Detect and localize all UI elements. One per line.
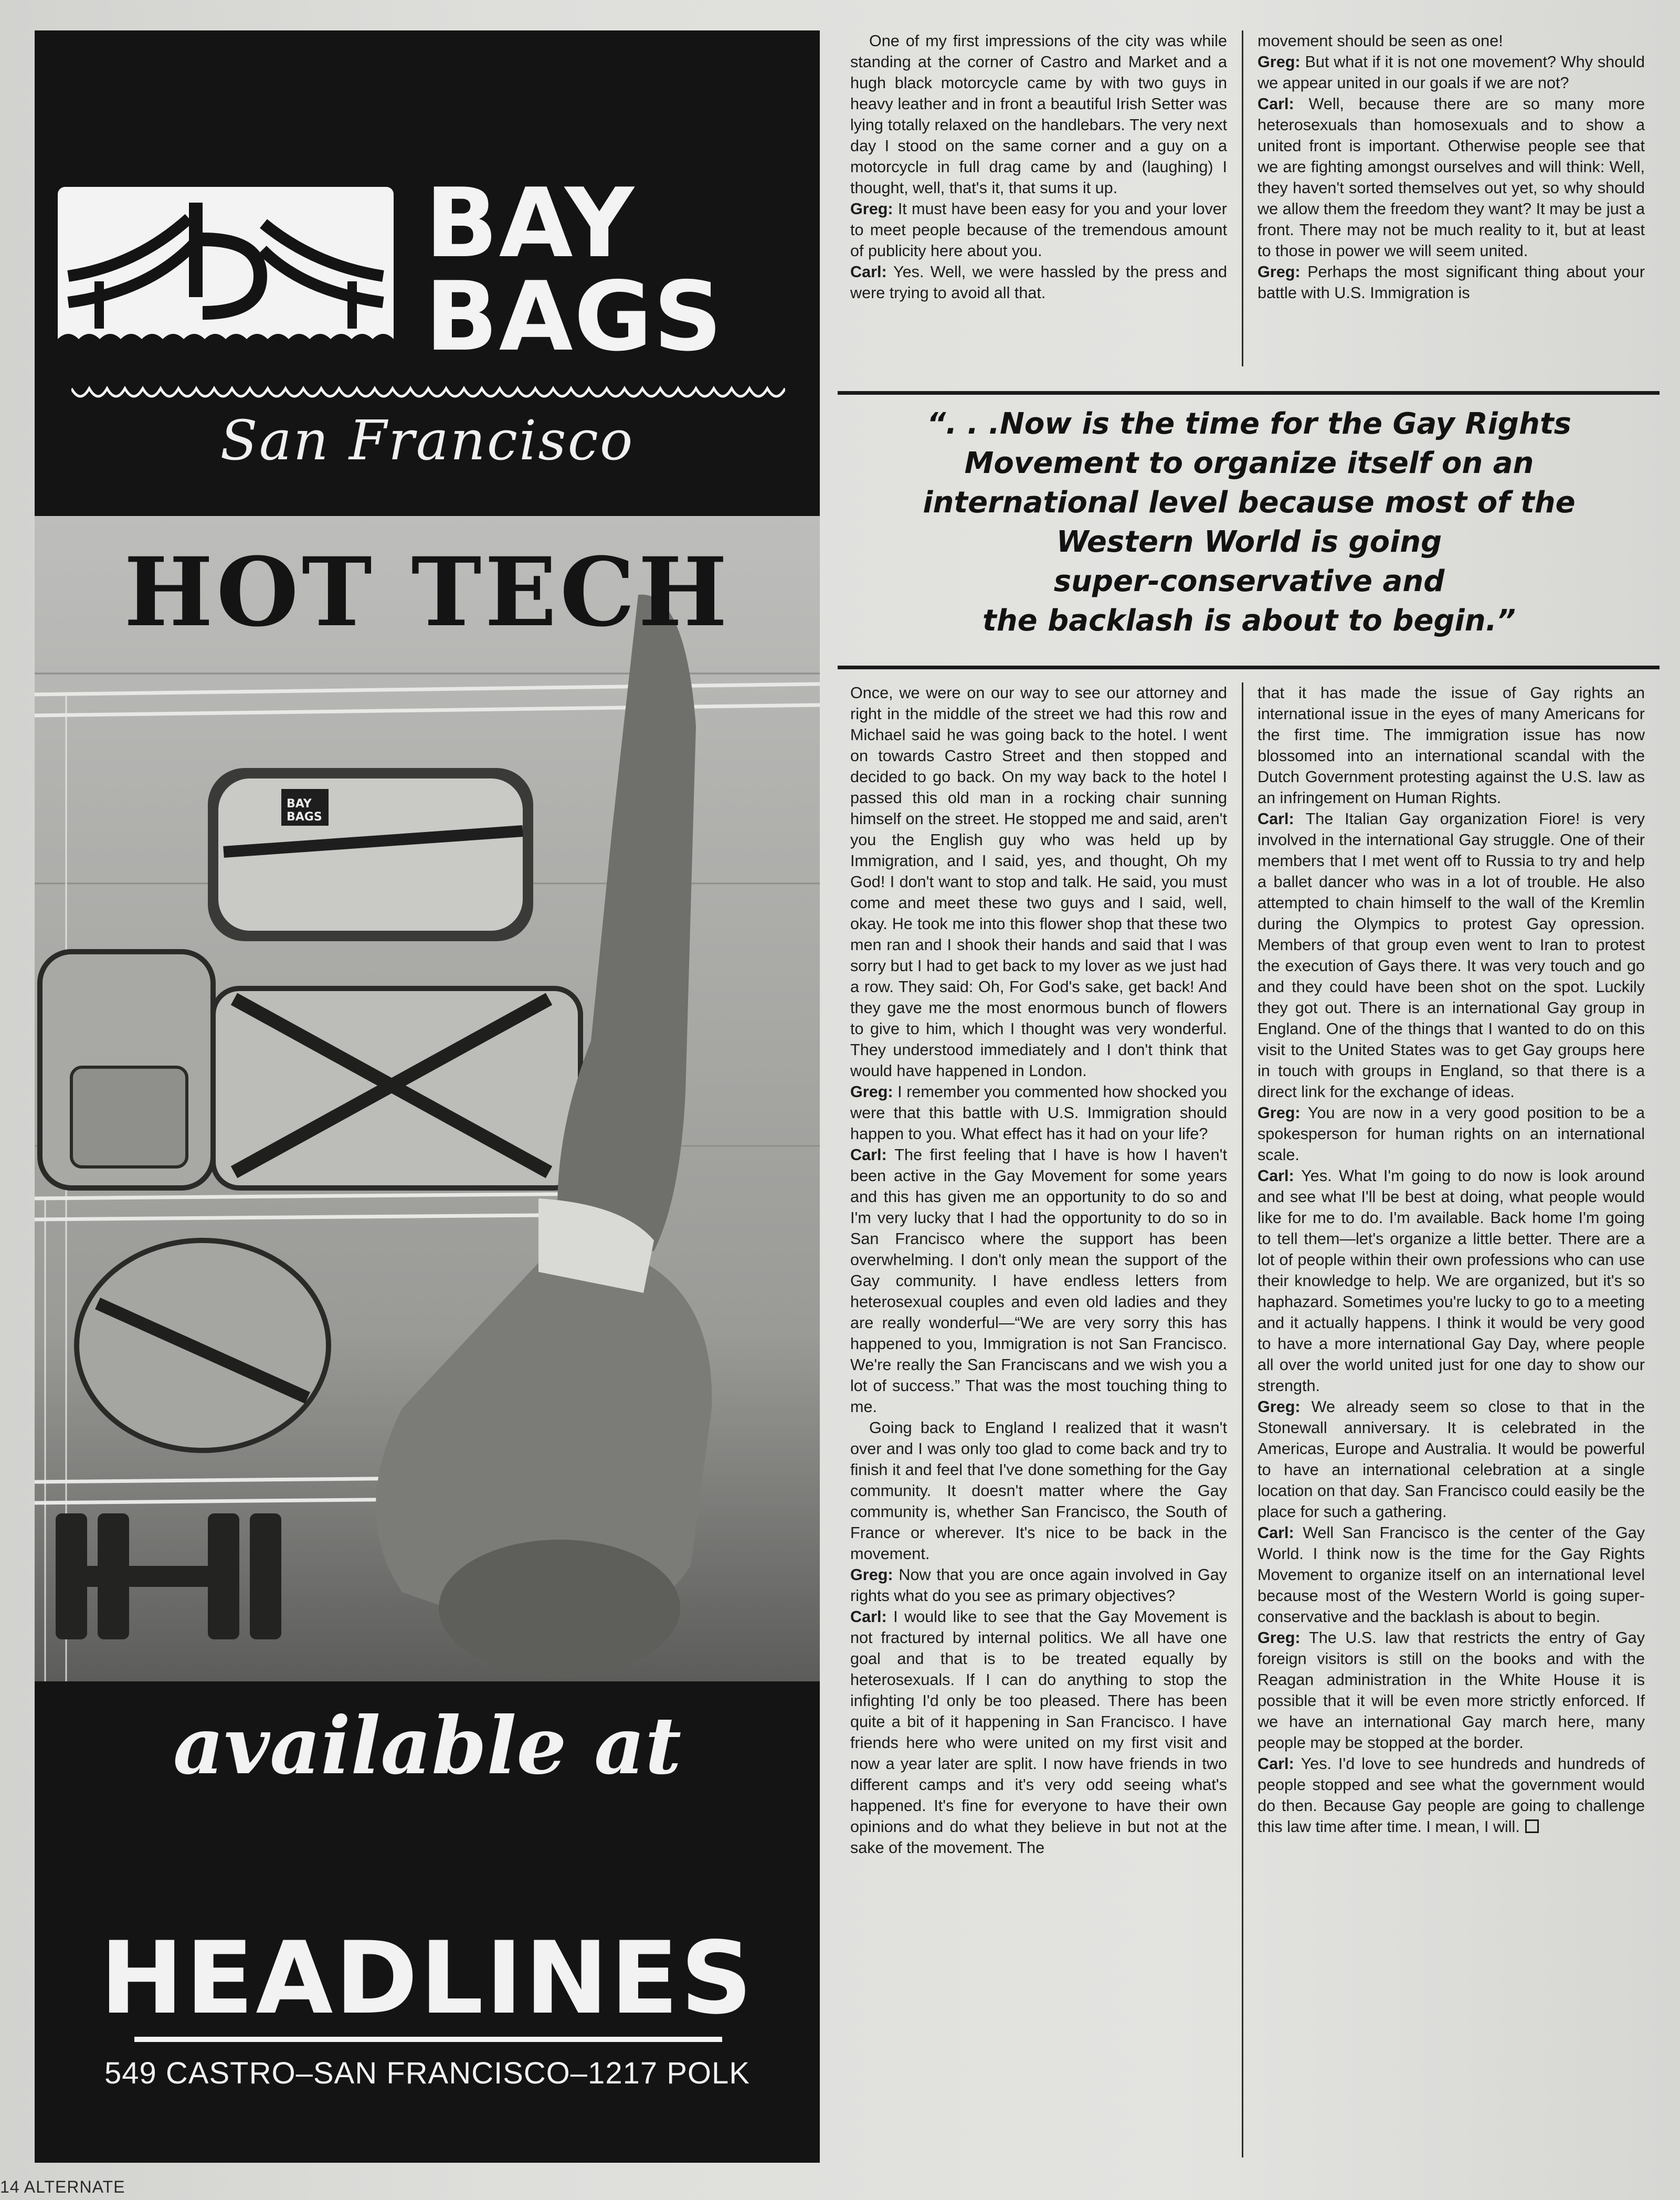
article-paragraph [850,682,1227,1081]
pull-quote [840,404,1658,640]
paragraph-text: Going back to England I realized that it wasn't over and I was only too glad to come back and try to finish it and feel that I've done something for the Gay community. It doesn't matter where the Gay community is, whether San Francisco, the South of France or wherever. It's nice to be back in the movement. [850,1419,1227,1563]
article-paragraph [1258,1165,1645,1396]
photo-scene [35,516,820,1681]
speaker-label: Greg: [1258,1398,1312,1416]
article-paragraph [850,1417,1227,1564]
speaker-label: Carl: [1258,95,1309,113]
duffel-bag-top [208,768,533,941]
pull-quote-rule-top [838,391,1660,395]
pull-quote-line: the backlash is about to begin.” [982,604,1516,638]
pull-quote-line: international level because most of the [923,486,1576,520]
paragraph-text: One of my first impressions of the city was while standing at the corner of Castro and Market and a hugh black motorcycle came by with two guys in heavy leather and in front a beautiful Irish Setter was lying totally relaxed on the handlebars. The very next day I stood on the same corner and a guy on a motorcycle in full drag came by and (laughing) I thought, well, that's it, that sums it up. [850,32,1227,197]
speaker-label: Greg: [850,1083,898,1101]
speaker-label: Carl: [1258,1524,1303,1542]
speaker-label: Greg: [1258,263,1308,281]
wave-divider-icon [71,383,785,404]
bag-label-1: BAY [287,797,312,810]
end-of-article-icon [1525,1819,1539,1833]
product-photo [35,516,820,1681]
speaker-label: Carl: [1258,810,1306,828]
speaker-label: Carl: [1258,1167,1302,1185]
speaker-label: Carl: [850,1146,895,1164]
bag-label-2: BAGS [287,810,322,824]
article-paragraph [850,1606,1227,1858]
brand-line-2: BAGS [425,261,724,373]
availability-tagline: available at [173,1700,682,1792]
article-column-4 [1258,682,1645,1837]
article-paragraph [850,198,1227,261]
paragraph-text: Yes. I'd love to see hundreds and hundreds of people stopped and see what the government would do then. Because Gay people are going to challenge this law time after time. I mean, I will. [1258,1755,1645,1836]
paragraph-text: The Italian Gay organization Fiore! is very involved in the international Gay struggle. One of their members that I met went off to Russia to try and help a ballet dancer who was in a lot of trouble. He also attempted to chain himself to the wall of the Kremlin during the Olympics to protest Gay opression. Members of that group even went to Iran to protest the execution of Gays there. It was very touch and go and they could have been shot on the spot. Luckily they got out. There is an international Gay group in England. One of the things that I wanted to do on this visit to the United States was to get Gay groups here in touch with groups in England, so that there is a direct link for the exchange of ideas. [1258,810,1645,1101]
article-paragraph [850,1564,1227,1606]
brand-name [425,167,724,373]
brand-header [58,162,803,382]
article-paragraph [1258,30,1645,51]
speaker-label: Greg: [1258,1104,1308,1122]
speaker-label: Greg: [1258,53,1305,71]
bay-bags-advertisement [35,30,820,2163]
article-paragraph [850,1144,1227,1417]
pull-quote-rule-bottom [838,666,1660,669]
paragraph-text: But what if it is not one movement? Why should we appear united in our goals if we are not? [1258,53,1645,92]
store-address: 549 CASTRO–SAN FRANCISCO–1217 POLK [104,2056,750,2090]
paragraph-text: Yes. Well, we were hassled by the press and were trying to avoid all that. [850,263,1228,302]
column-rule-top [1242,30,1243,366]
speaker-label: Greg: [850,200,898,218]
speaker-label: Greg: [1258,1629,1309,1647]
pull-quote-line: “. . .Now is the time for the Gay Rights [927,407,1571,441]
paragraph-text: movement should be seen as one! [1258,32,1503,50]
article-column-2 [1258,30,1645,303]
store-logo-underline [134,2037,722,2042]
article-paragraph [1258,1522,1645,1627]
paragraph-text: I remember you commented how shocked you were that this battle with U.S. Immigration should happen to you. What effect has it had on your life? [850,1083,1227,1143]
article-paragraph [850,30,1227,198]
article-paragraph [1258,808,1645,1102]
backpack-left [40,952,213,1188]
article-paragraph [1258,261,1645,303]
pull-quote-line: Western World is going [1056,525,1442,559]
duffel-bag-middle [213,988,580,1188]
speaker-label: Carl: [850,263,894,281]
article-column-3 [850,682,1227,1858]
store-logo: HEADLINES [100,1920,755,2036]
pull-quote-line: super-conservative and [1053,564,1445,598]
speaker-label: Carl: [850,1608,894,1626]
speaker-label: Carl: [1258,1755,1301,1773]
article-paragraph [1258,682,1645,808]
bridge-logo-icon [58,187,394,360]
duffel-bag-bottom [77,1240,329,1450]
article-paragraph [1258,1753,1645,1837]
paragraph-text: Once, we were on our way to see our attorney and right in the middle of the street we had this row and Michael said he was going back to the hotel. I went on towards Castro Street and then stopped and decided to go back. On my way back to the hotel I passed this old man in a rocking chair sunning himself on the street. He stopped me and said, aren't you the English guy who was held up by Immigration, and I said, yes, and thought, Oh my God! I don't want to stop and talk. He said, you must come and meet these two guys and I said, well, okay. He took me into this flower shop that these two men ran and I shook their hands and said that I was sorry but I had to get back to my lover as we just had a row. They said: Oh, For God's sake, get back! And they gave me the most enormous bunch of flowers to give to him, which I thought was very wonderful. They understood immediately and I don't think that would have happened in London. [850,684,1227,1080]
paragraph-text: The first feeling that I have is how I haven't been active in the Gay Movement for some years and this has given me an opportunity to do so and I'm very lucky that I had the opportunity to do so in San Francisco where the support has been overwhelming. I don't only mean the support of the Gay community. I have endless letters from heterosexual couples and even old ladies and they are really wonderful—“We are very sorry this has happened to you, Immigration is not San Francisco. We're really the San Franciscans and we wish you a lot of success.” That was the most touching thing to me. [850,1146,1228,1416]
speaker-label: Greg: [850,1566,899,1584]
page-footer: 14 ALTERNATE [0,2177,125,2196]
article-column-1 [850,30,1227,303]
city-script: San Francisco [220,408,635,472]
paragraph-text: I would like to see that the Gay Movement is not fractured by internal politics. We all have one goal and that is to be treated equally by heterosexuals. If I can do anything to stop the infighting I'd only be too pleased. There has been quite a bit of it happening in San Francisco. I have friends here who were united on my first visit and now a year later are split. I now have friends in two different camps and it's very odd seeing what's happened. It's fine for everyone to have their own opinions and do what they believe in but not at the sake of the movement. The [850,1608,1227,1857]
article-paragraph [1258,51,1645,93]
article-paragraph [1258,1102,1645,1165]
article-paragraph [1258,1627,1645,1753]
ad-headline: HOT TECH [124,537,731,648]
paragraph-text: Now that you are once again involved in Gay rights what do you see as primary objectives? [850,1566,1228,1605]
paragraph-text: It must have been easy for you and your lover to meet people because of the tremendous amount of publicity here about you. [850,200,1227,260]
article-paragraph [1258,1396,1645,1522]
column-rule-bottom [1242,682,1243,2157]
article-paragraph [1258,93,1645,261]
paragraph-text: Well, because there are so many more heterosexuals than homosexuals and to show a united front is important. Otherwise people see that we are fighting amongst ourselves and will think: Well, they haven't sorted themselves out yet, so why should we allow them the freedom they want? It may be just a front. There may not be much reality to it, but at least to those in power we will seem united. [1258,95,1645,260]
article-paragraph [850,261,1227,303]
pull-quote-line: Movement to organize itself on an [964,446,1534,480]
article-paragraph [850,1081,1227,1144]
paragraph-text: Well San Francisco is the center of the Gay World. I think now is the time for the Gay Rights Movement to organize itself on an international level because most of the Western World is going super-conservative and the backlash is about to begin. [1258,1524,1645,1626]
paragraph-text: The U.S. law that restricts the entry of Gay foreign visitors is still on the books and with the Reagan administration in the White House it is possible that it will be even more strictly enforced. If we have an international Gay march here, many people may be stopped at the border. [1258,1629,1645,1752]
paragraph-text: that it has made the issue of Gay rights an international issue in the eyes of many Americans for the first time. The immigration issue has now blossomed into an international scandal with the Dutch Government protesting against the U.S. law as an infringement on Human Rights. [1258,684,1645,807]
paragraph-text: Yes. What I'm going to do now is look around and see what I'll be best at doing, what people would like for me to do. I'm available. Back home I'm going to tell them—let's organize a little better. There are a lot of people within their own professions who can use their knowledge to help. We are organized, but it's so haphazard. Sometimes you're lucky to go to a meeting and it actually happens. I think it would be very good to have a more international Gay Day, where people all over the world united just for one day to show our strength. [1258,1167,1645,1395]
paragraph-text: Perhaps the most significant thing about your battle with U.S. Immigration is [1258,263,1645,302]
paragraph-text: You are now in a very good position to be a spokesperson for human rights on an international scale. [1258,1104,1645,1164]
brand-line-1: BAY [425,167,635,279]
paragraph-text: We already seem so close to that in the Stonewall anniversary. It is celebrated in the Americas, Europe and Australia. It would be powerful to have an international celebration at a single location on that day. San Francisco could easily be the place for such a gathering. [1258,1398,1645,1521]
